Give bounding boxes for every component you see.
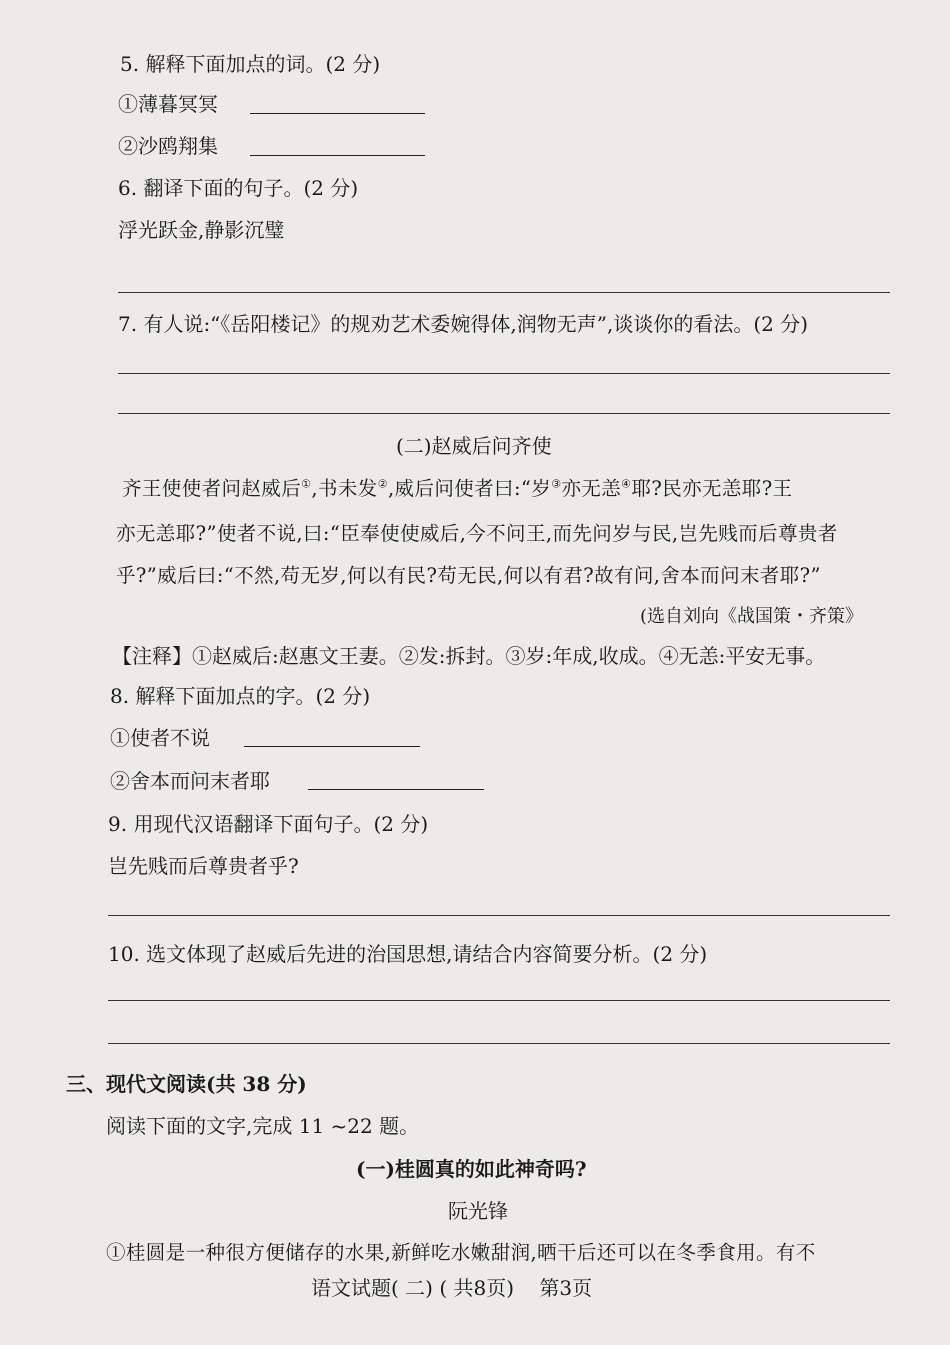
footnote-2-marker: ② — [377, 477, 388, 491]
q9-answer-line[interactable] — [108, 915, 890, 916]
q10-answer-line-2[interactable] — [108, 1043, 890, 1044]
passage2-notes: 【注释】①赵威后:赵惠文王妻。②发:拆封。③岁:年成,收成。④无恙:平安无事。 — [112, 644, 826, 668]
q5-item2-blank[interactable] — [250, 155, 425, 156]
passage2-paragraph-line3: 乎?”威后曰:“不然,苟无岁,何以有民?苟无民,何以有君?故有问,舍本而问末者耶?” — [116, 564, 821, 587]
article-author: 阮光锋 — [448, 1199, 508, 1223]
article-title: (一)桂圆真的如此神奇吗? — [356, 1157, 587, 1181]
q8-item1: ①使者不说 — [110, 726, 210, 750]
section3-instruction: 阅读下面的文字,完成 11 ~22 题。 — [106, 1114, 420, 1138]
q7-answer-line-1[interactable] — [118, 373, 890, 374]
q10-answer-line-1[interactable] — [108, 1000, 890, 1001]
q8-item1-blank[interactable] — [244, 746, 420, 747]
q6-sentence: 浮光跃金,静影沉璧 — [118, 218, 285, 242]
q8-prompt: 8. 解释下面加点的字。(2 分) — [110, 684, 371, 708]
q6-answer-line[interactable] — [118, 292, 890, 293]
q9-sentence: 岂先贱而后尊贵者乎? — [108, 854, 299, 878]
footnote-1-marker: ① — [301, 477, 312, 491]
section3-heading: 三、现代文阅读(共 38 分) — [66, 1072, 307, 1096]
q8-item2: ②舍本而问末者耶 — [110, 769, 270, 793]
passage2-paragraph-line2: 亦无恙耶?”使者不说,曰:“臣奉使使威后,今不问王,而先问岁与民,岂先贱而后尊贵者 — [116, 522, 838, 545]
q7-answer-line-2[interactable] — [118, 413, 890, 414]
passage2-paragraph-line1: 齐王使使者问赵威后①,书未发②,威后问使者曰:“岁③亦无恙④耶?民亦无恙耶?王 — [122, 477, 793, 500]
q10-prompt: 10. 选文体现了赵威后先进的治国思想,请结合内容简要分析。(2 分) — [108, 942, 708, 966]
q9-prompt: 9. 用现代汉语翻译下面句子。(2 分) — [108, 812, 429, 836]
q8-item2-blank[interactable] — [308, 789, 484, 790]
q5-item1-blank[interactable] — [250, 113, 425, 114]
passage2-title: (二)赵威后问齐使 — [396, 434, 552, 458]
q5-prompt: 5. 解释下面加点的词。(2 分) — [120, 52, 381, 76]
q5-item1: ①薄暮冥冥 — [118, 92, 218, 116]
q7-prompt: 7. 有人说:“《岳阳楼记》的规劝艺术委婉得体,润物无声”,谈谈你的看法。(2 分) — [118, 312, 809, 336]
footnote-4-marker: ④ — [621, 477, 632, 491]
passage2-source: (选自刘向《战国策・齐策》 — [640, 606, 864, 627]
q5-item2: ②沙鸥翔集 — [118, 134, 218, 158]
q6-prompt: 6. 翻译下面的句子。(2 分) — [118, 176, 359, 200]
footnote-3-marker: ③ — [551, 477, 562, 491]
article-paragraph-1: ①桂圆是一种很方便储存的水果,新鲜吃水嫩甜润,晒干后还可以在冬季食用。有不 — [106, 1241, 816, 1264]
page-footer: 语文试题( 二) ( 共8页) 第3页 — [311, 1276, 593, 1300]
